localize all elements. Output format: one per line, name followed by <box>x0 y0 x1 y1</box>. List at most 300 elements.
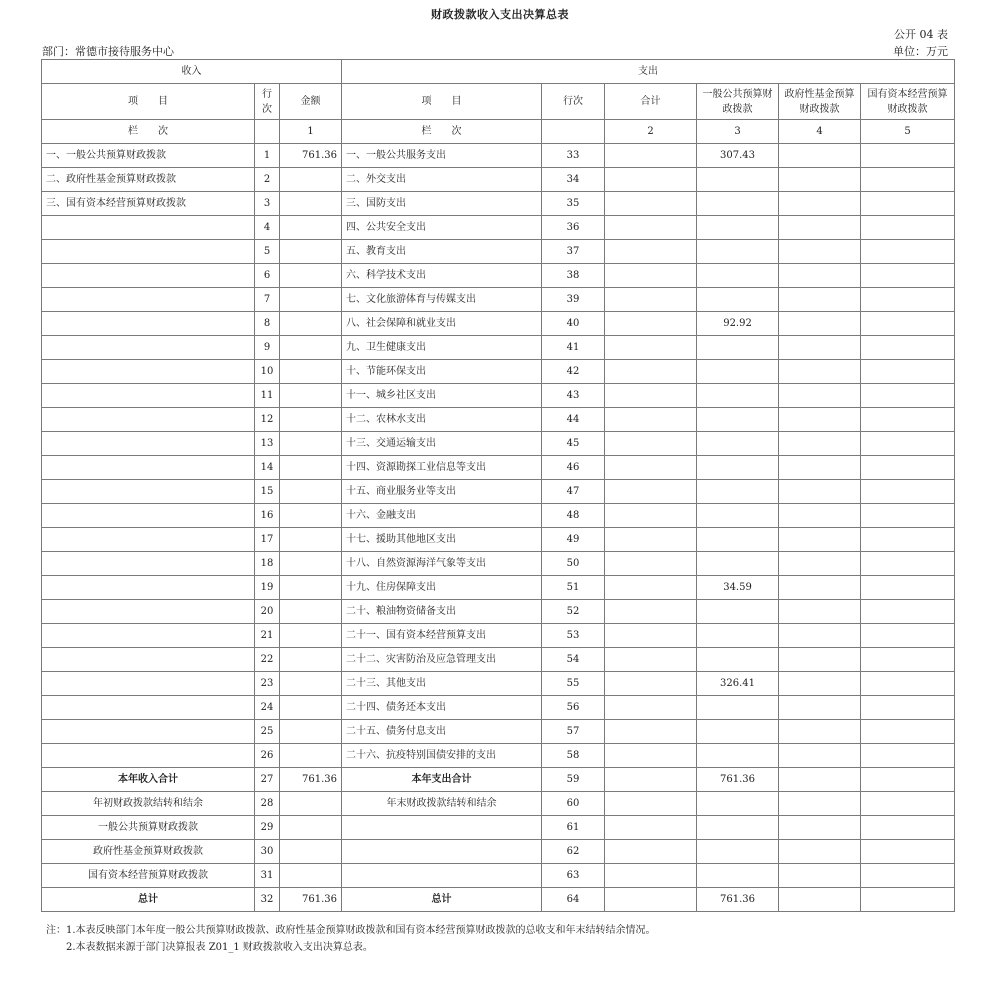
gov-fund-cell <box>779 168 861 192</box>
expense-item-cell: 本年支出合计 <box>342 768 542 792</box>
table-row <box>42 672 955 696</box>
gov-fund-cell <box>779 480 861 504</box>
expense-total-cell <box>605 456 697 480</box>
income-row-no-cell: 3 <box>255 192 280 216</box>
general-budget-cell <box>697 840 779 864</box>
gov-fund-cell <box>779 192 861 216</box>
income-row-no-cell: 9 <box>255 336 280 360</box>
income-amount-cell <box>280 360 342 384</box>
table-row <box>42 648 955 672</box>
income-row-no-blank <box>255 120 280 144</box>
table-row <box>42 336 955 360</box>
income-amount-cell <box>280 720 342 744</box>
expense-total-header: 合计 <box>605 84 697 120</box>
expense-item-cell: 年末财政拨款结转和结余 <box>342 792 542 816</box>
header-row-columns <box>42 84 955 120</box>
expense-total-cell <box>605 648 697 672</box>
income-item-cell <box>42 408 255 432</box>
expense-total-cell <box>605 696 697 720</box>
expense-row-no-header: 行次 <box>542 84 605 120</box>
general-budget-cell <box>697 648 779 672</box>
gov-fund-cell <box>779 504 861 528</box>
income-item-cell: 本年收入合计 <box>42 768 255 792</box>
general-budget-cell <box>697 336 779 360</box>
expense-item-cell: 二十二、灾害防治及应急管理支出 <box>342 648 542 672</box>
gov-fund-cell <box>779 624 861 648</box>
header-row-column-numbers <box>42 120 955 144</box>
expense-item-cell: 五、教育支出 <box>342 240 542 264</box>
form-number: 公开 04 表 <box>894 28 948 41</box>
income-amount-header: 金额 <box>280 84 342 120</box>
general-budget-cell: 92.92 <box>697 312 779 336</box>
income-amount-cell <box>280 840 342 864</box>
state-capital-cell <box>861 288 955 312</box>
income-row-no-cell: 23 <box>255 672 280 696</box>
income-item-cell: 政府性基金预算财政拨款 <box>42 840 255 864</box>
expense-item-cell: 十、节能环保支出 <box>342 360 542 384</box>
table-row <box>42 528 955 552</box>
income-row-no-header: 行次 <box>255 84 280 120</box>
state-capital-cell <box>861 744 955 768</box>
income-row-no-cell: 22 <box>255 648 280 672</box>
state-capital-cell <box>861 672 955 696</box>
gov-fund-cell <box>779 888 861 912</box>
income-item-cell <box>42 720 255 744</box>
income-header: 收入 <box>42 60 342 84</box>
income-row-no-cell: 6 <box>255 264 280 288</box>
table-row <box>42 144 955 168</box>
expense-item-cell: 十五、商业服务业等支出 <box>342 480 542 504</box>
expense-row-no-cell: 55 <box>542 672 605 696</box>
expense-item-cell: 十六、金融支出 <box>342 504 542 528</box>
general-budget-cell <box>697 192 779 216</box>
expense-row-no-cell: 39 <box>542 288 605 312</box>
expense-item-cell: 十九、住房保障支出 <box>342 576 542 600</box>
expense-row-no-cell: 42 <box>542 360 605 384</box>
gov-fund-cell <box>779 240 861 264</box>
general-budget-cell <box>697 480 779 504</box>
column-number-2: 2 <box>605 120 697 144</box>
expense-total-cell <box>605 288 697 312</box>
income-amount-cell <box>280 480 342 504</box>
expense-item-cell: 十二、农林水支出 <box>342 408 542 432</box>
expense-column-label: 栏 次 <box>342 120 542 144</box>
expense-total-cell <box>605 720 697 744</box>
expense-total-cell <box>605 264 697 288</box>
income-row-no-cell: 8 <box>255 312 280 336</box>
income-row-no-cell: 12 <box>255 408 280 432</box>
income-row-no-cell: 4 <box>255 216 280 240</box>
income-item-cell <box>42 216 255 240</box>
income-row-no-cell: 7 <box>255 288 280 312</box>
income-amount-cell: 761.36 <box>280 144 342 168</box>
expense-row-no-cell: 46 <box>542 456 605 480</box>
state-capital-header: 国有资本经营预算财政拨款 <box>861 84 955 120</box>
expense-total-cell <box>605 336 697 360</box>
income-amount-cell <box>280 336 342 360</box>
expense-item-cell: 十三、交通运输支出 <box>342 432 542 456</box>
table-row <box>42 168 955 192</box>
expense-total-cell <box>605 240 697 264</box>
income-amount-cell <box>280 240 342 264</box>
general-budget-cell <box>697 744 779 768</box>
gov-fund-cell <box>779 816 861 840</box>
state-capital-cell <box>861 336 955 360</box>
income-row-no-cell: 25 <box>255 720 280 744</box>
table-row <box>42 384 955 408</box>
expense-header: 支出 <box>342 60 955 84</box>
income-amount-cell <box>280 672 342 696</box>
income-amount-cell <box>280 288 342 312</box>
income-row-no-cell: 14 <box>255 456 280 480</box>
expense-item-cell: 一、一般公共服务支出 <box>342 144 542 168</box>
income-item-cell <box>42 648 255 672</box>
gov-fund-cell <box>779 144 861 168</box>
table-row <box>42 408 955 432</box>
income-item-cell <box>42 696 255 720</box>
table-row <box>42 480 955 504</box>
gov-fund-cell <box>779 552 861 576</box>
income-amount-cell <box>280 408 342 432</box>
table-row <box>42 312 955 336</box>
expense-total-cell <box>605 552 697 576</box>
expense-item-header: 项 目 <box>342 84 542 120</box>
expense-item-cell: 四、公共安全支出 <box>342 216 542 240</box>
gov-fund-cell <box>779 456 861 480</box>
general-budget-cell <box>697 240 779 264</box>
expense-total-cell <box>605 408 697 432</box>
state-capital-cell <box>861 576 955 600</box>
state-capital-cell <box>861 552 955 576</box>
expense-row-no-cell: 57 <box>542 720 605 744</box>
general-budget-cell: 307.43 <box>697 144 779 168</box>
income-row-no-cell: 29 <box>255 816 280 840</box>
general-budget-header: 一般公共预算财政拨款 <box>697 84 779 120</box>
general-budget-cell <box>697 264 779 288</box>
expense-total-cell <box>605 816 697 840</box>
expense-row-no-cell: 36 <box>542 216 605 240</box>
general-budget-cell: 761.36 <box>697 888 779 912</box>
general-budget-cell <box>697 216 779 240</box>
income-amount-cell <box>280 816 342 840</box>
income-item-cell: 总计 <box>42 888 255 912</box>
expense-total-cell <box>605 600 697 624</box>
income-item-cell <box>42 312 255 336</box>
general-budget-cell <box>697 528 779 552</box>
expense-item-cell: 总计 <box>342 888 542 912</box>
expense-row-no-cell: 63 <box>542 864 605 888</box>
income-item-cell <box>42 504 255 528</box>
income-row-no-cell: 11 <box>255 384 280 408</box>
income-row-no-cell: 5 <box>255 240 280 264</box>
state-capital-cell <box>861 768 955 792</box>
general-budget-cell <box>697 384 779 408</box>
gov-fund-cell <box>779 672 861 696</box>
state-capital-cell <box>861 384 955 408</box>
income-item-cell <box>42 336 255 360</box>
income-amount-cell <box>280 792 342 816</box>
state-capital-cell <box>861 168 955 192</box>
table-row <box>42 888 955 912</box>
expense-row-no-cell: 61 <box>542 816 605 840</box>
table-row <box>42 768 955 792</box>
table-row <box>42 192 955 216</box>
income-amount-cell <box>280 168 342 192</box>
gov-fund-cell <box>779 864 861 888</box>
expense-item-cell: 二十四、债务还本支出 <box>342 696 542 720</box>
expense-row-no-cell: 40 <box>542 312 605 336</box>
income-item-cell: 年初财政拨款结转和结余 <box>42 792 255 816</box>
expense-total-cell <box>605 672 697 696</box>
state-capital-cell <box>861 840 955 864</box>
expense-item-cell: 二十一、国有资本经营预算支出 <box>342 624 542 648</box>
expense-total-cell <box>605 768 697 792</box>
table-row <box>42 816 955 840</box>
gov-fund-cell <box>779 792 861 816</box>
income-row-no-cell: 30 <box>255 840 280 864</box>
table-row <box>42 720 955 744</box>
state-capital-cell <box>861 888 955 912</box>
income-item-cell: 国有资本经营预算财政拨款 <box>42 864 255 888</box>
expense-row-no-cell: 54 <box>542 648 605 672</box>
income-amount-cell <box>280 192 342 216</box>
expense-total-cell <box>605 168 697 192</box>
expense-item-cell <box>342 816 542 840</box>
expense-row-no-cell: 48 <box>542 504 605 528</box>
appropriation-summary-table <box>41 59 955 912</box>
state-capital-cell <box>861 648 955 672</box>
unit-label: 单位：万元 <box>893 45 948 58</box>
general-budget-cell <box>697 600 779 624</box>
state-capital-cell <box>861 480 955 504</box>
income-row-no-cell: 2 <box>255 168 280 192</box>
expense-row-no-cell: 43 <box>542 384 605 408</box>
expense-total-cell <box>605 576 697 600</box>
income-amount-cell: 761.36 <box>280 768 342 792</box>
expense-item-cell: 二十、粮油物资储备支出 <box>342 600 542 624</box>
income-amount-cell <box>280 744 342 768</box>
expense-total-cell <box>605 144 697 168</box>
income-item-header: 项 目 <box>42 84 255 120</box>
general-budget-cell <box>697 816 779 840</box>
income-row-no-cell: 32 <box>255 888 280 912</box>
general-budget-cell <box>697 864 779 888</box>
general-budget-cell <box>697 720 779 744</box>
general-budget-cell <box>697 504 779 528</box>
expense-row-no-cell: 60 <box>542 792 605 816</box>
state-capital-cell <box>861 360 955 384</box>
table-row <box>42 456 955 480</box>
income-item-cell <box>42 480 255 504</box>
income-amount-cell <box>280 528 342 552</box>
table-row <box>42 744 955 768</box>
expense-row-no-cell: 64 <box>542 888 605 912</box>
expense-row-no-cell: 52 <box>542 600 605 624</box>
gov-fund-header: 政府性基金预算财政拨款 <box>779 84 861 120</box>
gov-fund-cell <box>779 528 861 552</box>
general-budget-cell <box>697 624 779 648</box>
gov-fund-cell <box>779 600 861 624</box>
expense-row-no-cell: 56 <box>542 696 605 720</box>
income-row-no-cell: 10 <box>255 360 280 384</box>
expense-item-cell: 八、社会保障和就业支出 <box>342 312 542 336</box>
state-capital-cell <box>861 528 955 552</box>
state-capital-cell <box>861 432 955 456</box>
general-budget-cell <box>697 432 779 456</box>
gov-fund-cell <box>779 264 861 288</box>
state-capital-cell <box>861 144 955 168</box>
income-amount-cell <box>280 648 342 672</box>
gov-fund-cell <box>779 720 861 744</box>
table-row <box>42 696 955 720</box>
general-budget-cell <box>697 408 779 432</box>
gov-fund-cell <box>779 768 861 792</box>
expense-total-cell <box>605 840 697 864</box>
income-amount-cell <box>280 696 342 720</box>
expense-row-no-cell: 62 <box>542 840 605 864</box>
gov-fund-cell <box>779 384 861 408</box>
gov-fund-cell <box>779 312 861 336</box>
expense-row-no-cell: 53 <box>542 624 605 648</box>
income-amount-cell <box>280 384 342 408</box>
table-row <box>42 552 955 576</box>
expense-item-cell: 二十三、其他支出 <box>342 672 542 696</box>
expense-total-cell <box>605 312 697 336</box>
income-item-cell <box>42 672 255 696</box>
income-row-no-cell: 26 <box>255 744 280 768</box>
column-number-4: 4 <box>779 120 861 144</box>
column-number-3: 3 <box>697 120 779 144</box>
gov-fund-cell <box>779 360 861 384</box>
income-row-no-cell: 24 <box>255 696 280 720</box>
income-item-cell <box>42 264 255 288</box>
table-row <box>42 864 955 888</box>
table-row <box>42 600 955 624</box>
income-row-no-cell: 21 <box>255 624 280 648</box>
state-capital-cell <box>861 192 955 216</box>
gov-fund-cell <box>779 576 861 600</box>
table-row <box>42 264 955 288</box>
gov-fund-cell <box>779 840 861 864</box>
state-capital-cell <box>861 792 955 816</box>
income-item-cell: 一般公共预算财政拨款 <box>42 816 255 840</box>
income-amount-cell <box>280 432 342 456</box>
income-item-cell: 一、一般公共预算财政拨款 <box>42 144 255 168</box>
expense-total-cell <box>605 192 697 216</box>
state-capital-cell <box>861 816 955 840</box>
general-budget-cell <box>697 792 779 816</box>
income-item-cell <box>42 624 255 648</box>
report-title: 财政拨款收入支出决算总表 <box>431 8 569 21</box>
expense-row-no-cell: 49 <box>542 528 605 552</box>
expense-row-no-cell: 34 <box>542 168 605 192</box>
expense-item-cell: 十七、援助其他地区支出 <box>342 528 542 552</box>
expense-row-no-cell: 51 <box>542 576 605 600</box>
expense-row-no-cell: 45 <box>542 432 605 456</box>
general-budget-cell: 326.41 <box>697 672 779 696</box>
gov-fund-cell <box>779 648 861 672</box>
expense-total-cell <box>605 864 697 888</box>
state-capital-cell <box>861 312 955 336</box>
income-row-no-cell: 28 <box>255 792 280 816</box>
footnotes <box>46 922 656 956</box>
state-capital-cell <box>861 408 955 432</box>
general-budget-cell: 34.59 <box>697 576 779 600</box>
table-row <box>42 576 955 600</box>
income-item-cell <box>42 744 255 768</box>
expense-row-no-cell: 33 <box>542 144 605 168</box>
expense-row-no-cell: 50 <box>542 552 605 576</box>
income-row-no-cell: 31 <box>255 864 280 888</box>
expense-total-cell <box>605 504 697 528</box>
gov-fund-cell <box>779 336 861 360</box>
expense-total-cell <box>605 888 697 912</box>
income-row-no-cell: 16 <box>255 504 280 528</box>
table-row <box>42 624 955 648</box>
table-row <box>42 360 955 384</box>
income-amount-cell <box>280 504 342 528</box>
state-capital-cell <box>861 264 955 288</box>
state-capital-cell <box>861 600 955 624</box>
column-number-1: 1 <box>280 120 342 144</box>
expense-total-cell <box>605 624 697 648</box>
gov-fund-cell <box>779 288 861 312</box>
general-budget-cell <box>697 168 779 192</box>
state-capital-cell <box>861 456 955 480</box>
income-item-cell <box>42 384 255 408</box>
state-capital-cell <box>861 864 955 888</box>
expense-item-cell: 九、卫生健康支出 <box>342 336 542 360</box>
table-row <box>42 240 955 264</box>
expense-item-cell: 十一、城乡社区支出 <box>342 384 542 408</box>
table-row <box>42 840 955 864</box>
gov-fund-cell <box>779 216 861 240</box>
state-capital-cell <box>861 216 955 240</box>
footnote-2: 2.本表数据来源于部门决算报表 Z01_1 财政拨款收入支出决算总表。 <box>66 942 373 953</box>
expense-item-cell: 三、国防支出 <box>342 192 542 216</box>
income-amount-cell <box>280 864 342 888</box>
income-amount-cell <box>280 576 342 600</box>
expense-total-cell <box>605 744 697 768</box>
income-item-cell <box>42 240 255 264</box>
gov-fund-cell <box>779 744 861 768</box>
income-amount-cell <box>280 216 342 240</box>
expense-item-cell <box>342 840 542 864</box>
expense-item-cell: 十四、资源勘探工业信息等支出 <box>342 456 542 480</box>
income-amount-cell <box>280 552 342 576</box>
income-row-no-cell: 19 <box>255 576 280 600</box>
income-amount-cell <box>280 624 342 648</box>
header-row-sections <box>42 60 955 84</box>
expense-item-cell: 二十五、债务付息支出 <box>342 720 542 744</box>
income-amount-cell <box>280 456 342 480</box>
expense-total-cell <box>605 384 697 408</box>
table-row <box>42 216 955 240</box>
income-item-cell: 二、政府性基金预算财政拨款 <box>42 168 255 192</box>
expense-row-no-cell: 37 <box>542 240 605 264</box>
income-amount-cell <box>280 264 342 288</box>
expense-row-no-cell: 38 <box>542 264 605 288</box>
income-row-no-cell: 15 <box>255 480 280 504</box>
income-item-cell <box>42 432 255 456</box>
general-budget-cell: 761.36 <box>697 768 779 792</box>
expense-row-no-cell: 41 <box>542 336 605 360</box>
expense-total-cell <box>605 528 697 552</box>
general-budget-cell <box>697 456 779 480</box>
income-row-no-cell: 27 <box>255 768 280 792</box>
income-row-no-cell: 1 <box>255 144 280 168</box>
gov-fund-cell <box>779 408 861 432</box>
